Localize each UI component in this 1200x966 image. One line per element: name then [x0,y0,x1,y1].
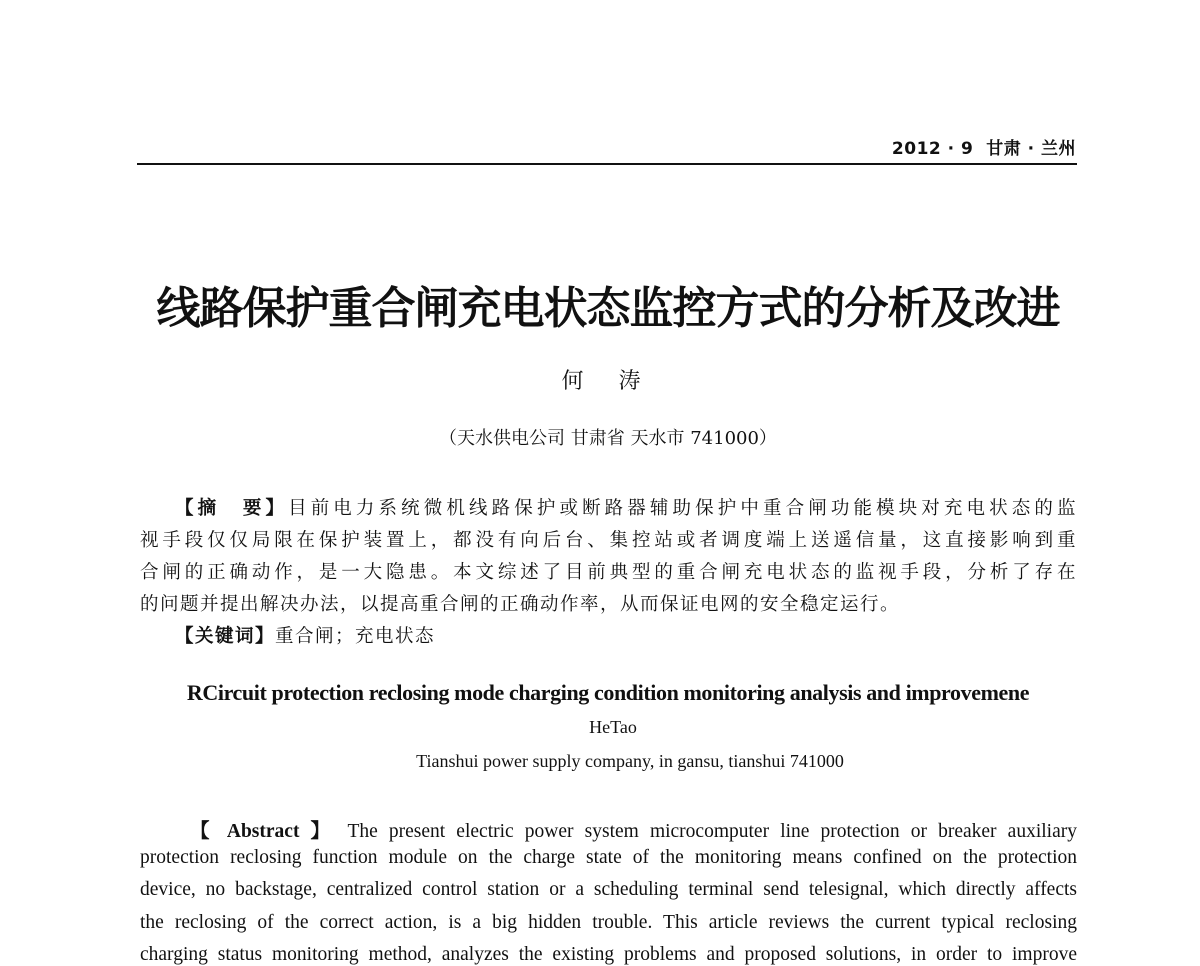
english-title: RCircuit protection reclosing mode charging condition monitoring analysis and improvemene [186,680,1030,705]
keywords-cn [175,622,1077,648]
abstract-cn-line: 【摘 要】目前电力系统微机线路保护或断路器辅助保护中重合闸功能模块对充电状态的监 [175,498,1077,519]
journal-header [892,134,1076,159]
keywords-label: 【关键词】 [175,626,276,647]
abstract-en-line: protection reclosing function module on the charge state of the monitoring means confined on the protection [140,847,1077,868]
abstract-en-line: 【 Abstract 】 The present electric power system microcomputer line protection or breaker auxiliary [190,821,1077,842]
abstract-cn-line: 的问题并提出解决办法，以提高重合闸的正确动作率，从而保证电网的安全稳定运行。 [140,594,901,615]
affiliation: （天水供电公司 甘肃省 天水市 741000） [439,428,777,449]
paper-title: 线路保护重合闸充电状态监控方式的分析及改进 [156,283,1060,334]
abstract-cn-line: 合闸的正确动作，是一大隐患。本文综述了目前典型的重合闸充电状态的监视手段，分析了存在 [140,562,1077,583]
abstract-en-line: the reclosing of the correct action, is a big hidden trouble. This article reviews the current typical reclosing [140,912,1077,933]
abstract-cn-line: 视手段仅仅局限在保护装置上，都没有向后台、集控站或者调度端上送遥信量，这直接影响到重 [140,530,1077,551]
english-affiliation: Tianshui power supply company, in gansu, tianshui 741000 [416,751,844,771]
keywords-value: 重合闸；充电状态 [275,626,436,647]
abstract-en-label: 【 Abstract 】 [190,821,337,842]
author: 何 涛 [561,369,655,394]
header-rule [137,163,1077,165]
english-author: HeTao [589,717,637,737]
abstract-en-line: device, no backstage, centralized control station or a scheduling terminal send telesignal, which directly affects [140,879,1077,900]
abstract-en-line: charging status monitoring method, analyzes the existing problems and proposed solutions, in order to improve [140,944,1077,965]
abstract-cn-label: 【摘 要】 [175,498,289,519]
issue-location: 甘肃 · 兰州 [986,139,1076,159]
issue-number: 2012 · 9 [891,139,974,159]
